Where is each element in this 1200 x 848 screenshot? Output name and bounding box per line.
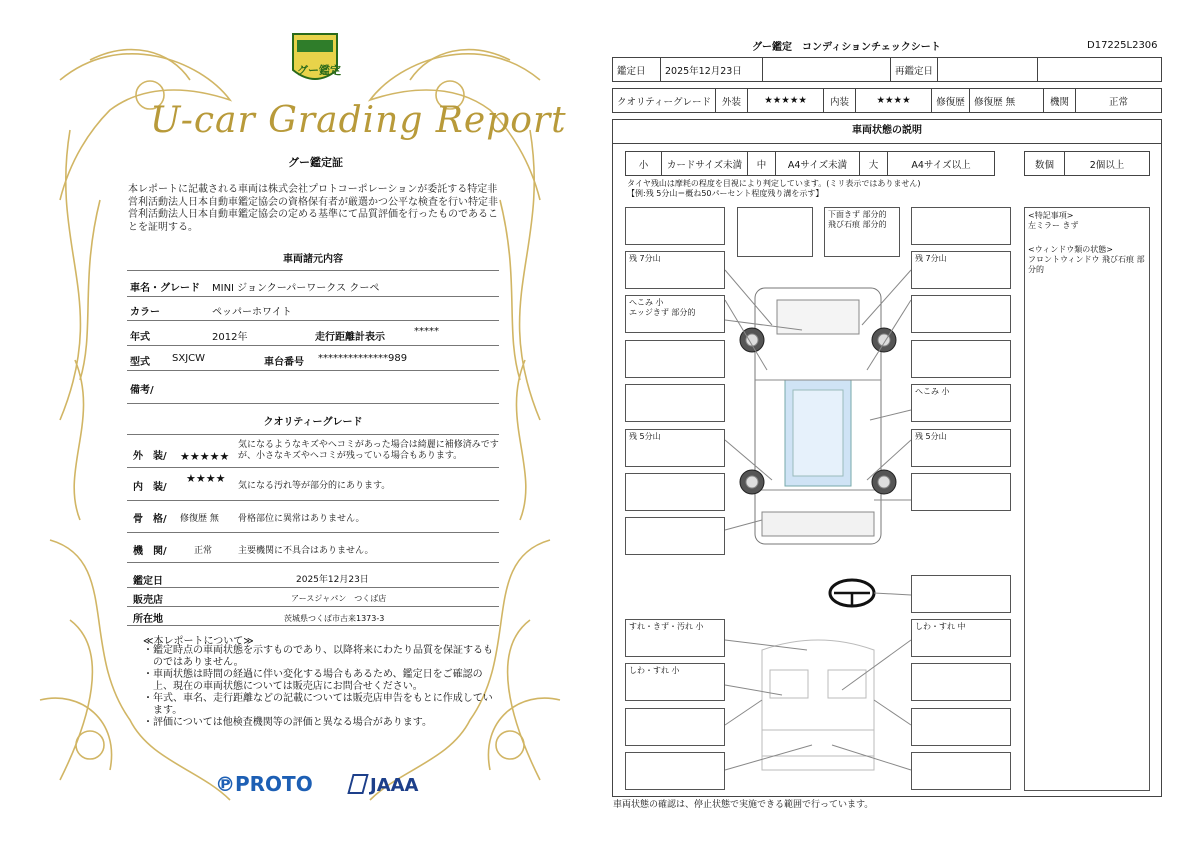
- car-name-label: 車名・グレード: [130, 283, 200, 294]
- car-name-value: MINI ジョンクーパーワークス クーペ: [212, 283, 380, 294]
- note-item: ・鑑定時点の車両状態を示すものであり、以降将来にわたり品質を保証するものではありません。: [143, 645, 493, 668]
- grade-header: クオリティーグレード: [263, 417, 363, 428]
- divider: [127, 532, 499, 533]
- divider: [127, 403, 499, 404]
- damage-box-roof: 下面きず 部分的 飛び石痕 部分的: [824, 207, 900, 257]
- interior-label: 内装: [824, 89, 856, 113]
- damage-box: [911, 708, 1011, 746]
- notes-header: ≪本レポートについて≫: [143, 636, 254, 647]
- divider: [127, 370, 499, 371]
- damage-box-steering: [911, 575, 1011, 613]
- jaaa-mark-icon: [347, 774, 368, 794]
- frame-value: 修復歴 無: [180, 514, 219, 524]
- divider: [127, 345, 499, 346]
- goo-badge-icon: [287, 30, 343, 90]
- engine-value: 正常: [1076, 89, 1162, 113]
- damage-box: [911, 295, 1011, 333]
- engine-value: 正常: [194, 546, 213, 556]
- damage-box-interior-left-1: すれ・きず・汚れ 小: [625, 619, 725, 657]
- exterior-stars: ★★★★★: [748, 89, 824, 113]
- sheet-title: グー鑑定 コンディションチェックシート: [752, 42, 941, 53]
- engine-text: 主要機関に不具合はありません。: [238, 546, 374, 556]
- address-value: 茨城県つくば市古来1373-3: [284, 614, 385, 623]
- reappraisal-label: 再鑑定日: [891, 58, 938, 82]
- damage-box-right-rear-tire: 残 5分山: [911, 429, 1011, 467]
- footer-note: 車両状態の確認は、停止状態で実施できる範囲で行っています。: [613, 800, 874, 810]
- interior-label: 内 装/: [133, 482, 167, 493]
- note-item: ・車両状態は時間の経過に伴い変化する場合もあるため、鑑定日をご確認の上、現在の車両状態については販売店にお問合せください。: [143, 669, 483, 692]
- special-notes-header: <特記事項>: [1028, 211, 1074, 220]
- divider: [127, 434, 499, 435]
- tire-note-line: タイヤ残山は摩耗の程度を目視により判定しています。(ミリ表示ではありません): [627, 179, 921, 188]
- year-value: 2012年: [212, 332, 248, 343]
- divider: [127, 625, 499, 626]
- damage-box-left-front-tire: 残 7分山: [625, 251, 725, 289]
- blank-cell: [763, 58, 891, 82]
- goo-badge-label: グー鑑定: [297, 64, 341, 77]
- damage-box-interior-right-1: しわ・すれ 中: [911, 619, 1011, 657]
- damage-box: [911, 663, 1011, 701]
- engine-label: 機 関/: [133, 546, 167, 557]
- damage-box: [625, 473, 725, 511]
- damage-box-right-door: へこみ 小: [911, 384, 1011, 422]
- mileage-label: 走行距離計表示: [315, 332, 385, 343]
- proto-mark-icon: ℗: [215, 772, 235, 796]
- chassis-value: **************989: [318, 353, 408, 364]
- damage-box-interior-left-2: しわ・すれ 小: [625, 663, 725, 701]
- address-label: 所在地: [133, 614, 163, 625]
- certificate-title: グー鑑定証: [288, 156, 343, 169]
- appraisal-date-label: 鑑定日: [613, 58, 661, 82]
- exterior-text: 気になるようなキズやヘコミがあった場合は綺麗に補修済みですが、小さなキズやヘコミが残っている場合もあります。: [238, 440, 499, 461]
- frame-text: 骨格部位に異常はありません。: [238, 514, 365, 524]
- spec-header: 車両諸元内容: [283, 254, 343, 265]
- blank-cell: [1038, 58, 1162, 82]
- proto-logo: ℗PROTO: [215, 772, 313, 796]
- mileage-value: *****: [414, 326, 439, 337]
- damage-box: [911, 207, 1011, 245]
- exterior-stars: ★★★★★: [180, 450, 230, 463]
- appraisal-date-value: 2025年12月23日: [661, 58, 763, 82]
- legend-large-desc: A4サイズ以上: [888, 152, 995, 176]
- damage-box: [625, 207, 725, 245]
- damage-box: [625, 708, 725, 746]
- divider: [127, 562, 499, 563]
- notes-list: [143, 645, 493, 730]
- legend-large: 大: [860, 152, 888, 176]
- tire-note: [627, 179, 920, 199]
- damage-box-right-front-tire: 残 7分山: [911, 251, 1011, 289]
- divider: [127, 270, 499, 271]
- year-label: 年式: [130, 332, 150, 343]
- shop-label: 販売店: [133, 595, 163, 606]
- quality-grade-label: クオリティーグレード: [613, 89, 716, 113]
- divider: [127, 467, 499, 468]
- date-value: 2025年12月23日: [296, 575, 369, 585]
- divider: [127, 606, 499, 607]
- shop-value: アースジャパン つくば店: [291, 594, 387, 603]
- count-value: 2個以上: [1065, 152, 1150, 176]
- quality-grade-row: [612, 88, 1162, 113]
- certificate-intro: 本レポートに記載される車両は株式会社プロトコーポレーションが委託する特定非営利活動法人日本自動車鑑定協会の資格保有者が厳選かつ公平な検査を行い特定非営利活動法人日本自動車鑑定協会の定める基準にて品質評価を行ったものであることを証明する。: [128, 184, 498, 233]
- window-status-header: <ウィンドウ類の状態>: [1028, 245, 1113, 254]
- damage-box: [911, 340, 1011, 378]
- divider: [127, 587, 499, 588]
- color-value: ペッパーホワイト: [212, 307, 292, 318]
- damage-box: [911, 752, 1011, 790]
- note-item: ・年式、車名、走行距離などの記載については販売店申告をもとに作成しています。: [143, 693, 493, 716]
- exterior-label: 外 装/: [133, 451, 167, 462]
- damage-box: [625, 752, 725, 790]
- legend-medium: 中: [748, 152, 776, 176]
- window-status-value: フロントウィンドウ 飛び石痕 部分的: [1028, 255, 1145, 274]
- tire-note-line: 【例:残 5分山＝概ね50パーセント程度残り溝を示す】: [627, 189, 824, 198]
- damage-box: [625, 340, 725, 378]
- legend-small-desc: カードサイズ未満: [662, 152, 748, 176]
- section-title: 車両状態の説明: [612, 119, 1162, 144]
- interior-stars: ★★★★: [856, 89, 932, 113]
- engine-label: 機関: [1044, 89, 1076, 113]
- divider: [127, 320, 499, 321]
- interior-stars: ★★★★: [186, 472, 226, 485]
- damage-box-left-fender: へこみ 小 エッジきず 部分的: [625, 295, 725, 333]
- appraisal-date-row: [612, 57, 1162, 82]
- date-label: 鑑定日: [133, 576, 163, 587]
- chassis-label: 車台番号: [264, 357, 304, 368]
- damage-box: [625, 384, 725, 422]
- count-label: 数個: [1025, 152, 1065, 176]
- special-notes-panel: [1024, 207, 1150, 791]
- repair-history-label: 修復歴: [932, 89, 970, 113]
- count-legend: [1024, 151, 1150, 176]
- script-title: U-car Grading Report: [150, 100, 567, 141]
- interior-text: 気になる汚れ等が部分的にあります。: [238, 481, 391, 491]
- special-notes-value: 左ミラー きず: [1028, 221, 1079, 230]
- divider: [127, 500, 499, 501]
- jaaa-logo: JAAA: [350, 774, 419, 796]
- repair-history-value: 修復歴 無: [970, 89, 1044, 113]
- color-label: カラー: [130, 307, 160, 318]
- model-value: SXJCW: [172, 353, 206, 364]
- legend-small: 小: [626, 152, 662, 176]
- damage-box-left-rear-tire: 残 5分山: [625, 429, 725, 467]
- note-item: ・評価については他検査機関等の評価と異なる場合があります。: [143, 717, 432, 728]
- legend-medium-desc: A4サイズ未満: [776, 152, 860, 176]
- exterior-label: 外装: [716, 89, 748, 113]
- damage-size-legend: [625, 151, 995, 176]
- divider: [127, 296, 499, 297]
- sheet-id: D17225L2306: [1087, 40, 1158, 51]
- model-label: 型式: [130, 357, 150, 368]
- damage-box: [625, 517, 725, 555]
- damage-box: [911, 473, 1011, 511]
- damage-box: [737, 207, 813, 257]
- remarks-label: 備考/: [130, 385, 154, 396]
- reappraisal-value: [938, 58, 1038, 82]
- frame-label: 骨 格/: [133, 514, 167, 525]
